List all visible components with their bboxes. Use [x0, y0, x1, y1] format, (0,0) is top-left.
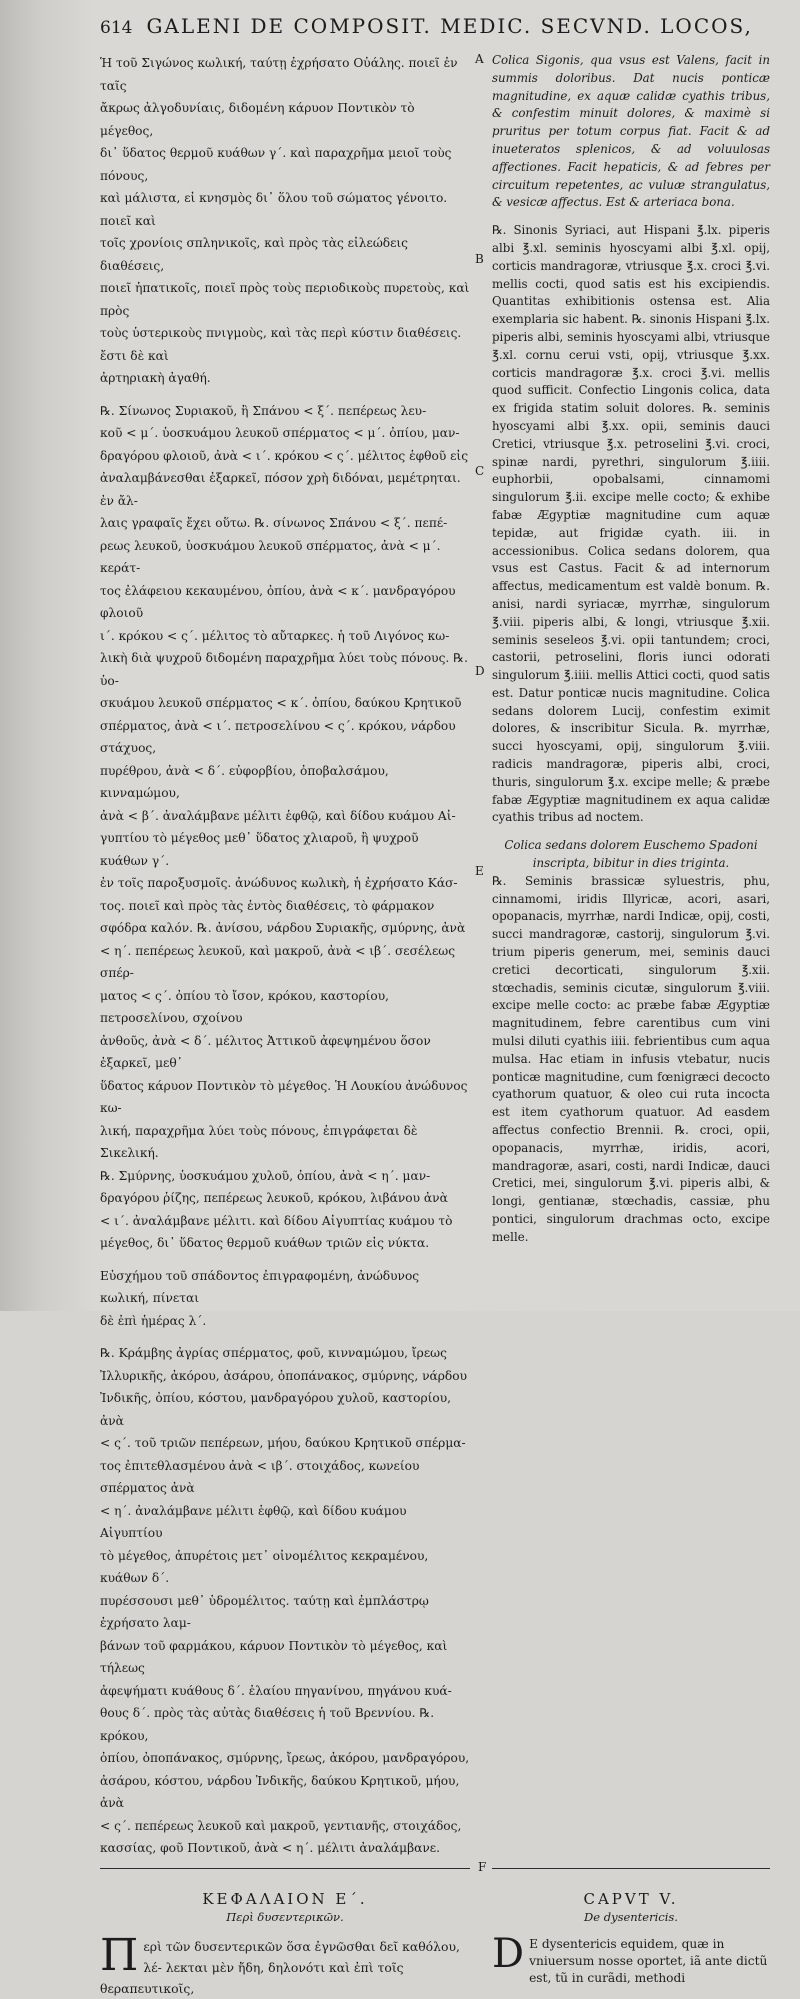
opening-text-latin: E dysentericis equidem, quæ in vniuersum nosse oportet, iã ante dictũ est, tũ in curãdi, methodi — [529, 1936, 768, 1985]
margin-letter-a: A — [475, 52, 484, 66]
dropcap-latin: D — [492, 1930, 525, 1977]
rule-left — [100, 1868, 470, 1869]
greek-line: ἀνὰ < β΄. ἀναλάμβανε μέλιτι ἑφθῷ, καὶ δίδου κυάμου Αἰ- — [100, 808, 456, 823]
running-title: GALENI DE COMPOSIT. MEDIC. SECVND. LOCOS, — [146, 14, 753, 38]
chapter-heading-latin — [470, 1890, 770, 1924]
greek-line: δραγόρου φλοιοῦ, ἀνὰ < ι΄. κρόκου < ς΄. μέλιτος ἑφθοῦ εἰς — [100, 448, 469, 463]
greek-line: ἀρτηριακὴ ἀγαθή. — [100, 371, 211, 385]
greek-line: λικὴ διὰ ψυχροῦ διδομένη παραχρῆμα λύει τοὺς πόνους. ℞. ὑο- — [100, 651, 468, 688]
line-spacer — [100, 1332, 470, 1342]
latin-recipe-title: Colica sedans dolorem Euschemo Spadoni inscripta, bibitur in dies triginta. — [504, 838, 758, 871]
chapter-opening — [100, 1929, 790, 1999]
margin-letter-b: B — [475, 252, 484, 266]
greek-line: ℞. Κράμβης ἀγρίας σπέρματος, φοῦ, κινναμώμου, ἴρεως — [100, 1346, 447, 1360]
rule-right — [492, 1868, 770, 1869]
opening-greek — [100, 1929, 470, 1999]
chapter-headings — [100, 1890, 790, 1924]
latin-paragraph: ℞. Sinonis Syriaci, aut Hispani ℥.lx. piperis albi ℥.xl. seminis hyoscyami albi ℥.xl. opij, corticis mandragoræ, vtriusque ℥.x. croci ℥.vi. mellis cocti, quod satis est his excipiendis. Quantitas exhibitionis ostensa est. Alia exemplaria sic habent. ℞. sinonis Hispani ℥.lx. piperis albi, seminis hyoscyami albi, vtriusque ℥.xl. cornu cerui vsti, opij, vtriusque ℥.xx. corticis mandragoræ ℥.x. croci ℥.vi. mellis quod sufficit. Confectio Lingonis colica, data ex frigida statim soluit dolores. ℞. seminis hyoscyami albi ℥.xx. opii, seminis dauci Cretici, vtriusque ℥.x. petroselini ℥.vi. croci, spinæ nardi, pyrethri, singulorum ℥.iiii. euphorbii, opobalsami, cinnamomi singulorum ℥.ii. excipe melle cocto; & exhibe fabæ Ægyptiæ magnitudine cum aquæ tepidæ, aut frigidæ cyath. iii. in accessionibus. Colica sedans dolorem, qua vsus est Castus. Facit & ad internorum affectus, medicamentum est valdè bonum. ℞. anisi, nardi syriacæ, myrrhæ, singulorum ℥.viii. piperis albi, & longi, vtriusque ℥.xii. seminis seseleos ℥.vi. opii tantundem; croci, castorii, petroselini, floris iunci odorati singulorum ℥.iiii. mellis Attici cocti, quod satis est. Datur ponticæ nucis magnitudine. Colica sedans dolorem Lucij, confestim eximit dolores, & inscribitur Sicula. ℞. myrrhæ, succi hyoscyami, opij, singulorum ℥.viii. radicis mandragoræ, piperis albi, croci, thuris, singulorum ℥.x. excipe melle; & præbe fabæ Ægyptiæ magnitudinem ex aqua calidæ cyathis tribus ad noctem. — [492, 223, 770, 825]
dropcap-greek: Π — [100, 1929, 139, 1981]
two-column-body — [100, 52, 790, 1860]
greek-line: ὀπίου, ὀποπάνακος, σμύρνης, ἴρεως, ἀκόρου, μανδραγόρου, — [100, 1751, 470, 1765]
greek-line: δι᾽ ὕδατος θερμοῦ κυάθων γ΄. καὶ παραχρῆμα μειοῖ τοὺς πόνους, — [100, 146, 452, 183]
greek-line: ℞. Σμύρνης, ὑοσκυάμου χυλοῦ, ὀπίου, ἀνὰ < η΄. μαν- — [100, 1168, 431, 1183]
greek-line: πυρέσσουσι μεθ᾽ ὑδρομέλιτος. ταύτῃ καὶ ἐμπλάστρῳ ἐχρήσατο λαμ- — [100, 1593, 429, 1630]
latin-heading-colica-sigonis: Colica Sigonis, qua vsus est Valens, facit in summis doloribus. Dat nucis ponticæ magnitudine, ex aquæ calidæ cyathis tribus, & confestim minuit dolores, & maximè si pruritus per totum corpus fiat. Facit & ad inueteratos splenicos, & ad voluulosas affectiones. Facit hepaticis, & ad febres per circuitum repetentes, ac vuluæ strangulatus, & vesicæ affectus. Est & arteriaca bona. — [492, 53, 770, 210]
greek-line: ματος < ς΄. ὀπίου τὸ ἴσον, κρόκου, καστορίου, πετροσελίνου, σχοίνου — [100, 988, 390, 1025]
line-spacer — [100, 1255, 470, 1265]
greek-line: λαις γραφαῖς ἔχει οὕτω. ℞. σίνωνος Σπάνου < ξ΄. πεπέ- — [100, 516, 448, 530]
greek-line: < ι΄. ἀναλάμβανε μέλιτι. καὶ δίδου Αἰγυπτίας κυάμου τὸ — [100, 1213, 453, 1228]
chapter-subtitle-greek: Περὶ δυσεντερικῶν. — [226, 1909, 344, 1924]
greek-line: ἀναλαμβάνεσθαι ἐξαρκεῖ, πόσον χρὴ διδόναι, μεμέτρηται. ἐν ἄλ- — [100, 471, 461, 508]
running-header — [100, 14, 790, 52]
latin-paragraph: ℞. Seminis brassicæ syluestris, phu, cinnamomi, iridis Illyricæ, acori, asari, opopanacis, myrrhæ, nardi Indicæ, opij, costi, succi mandragoræ, castorij, singulorum ℥.vi. trium piperis generum, mei, seminis dauci cretici decorticati, singulorum ℥.xii. stœchadis, seminis cicutæ, singulorum ℥.viii. excipe melle cocto: ac præbe fabæ Ægyptiæ magnitudinem, febre carentibus cum vini mulsi diluti cyathis iiii. febrientibus cum aqua mulsa. Hac etiam in infusis vtebatur, nucis ponticæ magnitudine, cum fœnigræci decocto cyathorum quatuor, & oleo cui ruta incocta est item cyathorum quatuor. Ad easdem affectus confectio Brennii. ℞. croci, opii, opopanacis, myrrhæ, iridis, acori, mandragoræ, asari, costi, nardi Indicæ, dauci Cretici, mei, singulorum ℥.vi. piperis albi, & longi, gentianæ, stœchadis, cassiæ, phu pontici, singulorum drachmas octo, excipe melle. — [492, 873, 770, 1244]
opening-latin — [492, 1930, 770, 1999]
greek-line: λική, παραχρῆμα λύει τοὺς πόνους, ἐπιγράφεται δὲ Σικελική. — [100, 1123, 418, 1160]
greek-line: < ς΄. πεπέρεως λευκοῦ καὶ μακροῦ, γεντιανῆς, στοιχάδος, — [100, 1818, 462, 1833]
opening-text-greek: ερὶ τῶν δυσεντερικῶν ὅσα ἐγνῶσθαι δεῖ καθόλου, λέ- λεκται μὲν ἤδη, δηλονότι καὶ ἐπὶ τοῖς θεραπευτικοῖς, — [100, 1938, 460, 1996]
greek-line: ἀνθοῦς, ἀνὰ < δ΄. μέλιτος Ἀττικοῦ ἀφεψημένου ὅσον ἐξαρκεῖ, μεθ᾽ — [100, 1033, 431, 1070]
margin-letter-c: C — [475, 464, 485, 478]
greek-line: < η΄. ἀναλάμβανε μέλιτι ἑφθῷ, καὶ δίδου κυάμου Αἰγυπτίου — [100, 1503, 407, 1540]
greek-line: τος ἐλάφειου κεκαυμένου, ὀπίου, ἀνὰ < κ΄. μανδραγόρου φλοιοῦ — [100, 583, 456, 620]
greek-line: τὸ μέγεθος, ἀπυρέτοις μετ᾽ οἰνομέλιτος κεκραμένου, κυάθων δ΄. — [100, 1548, 429, 1585]
greek-line: Εὐσχήμου τοῦ σπάδοντος ἐπιγραφομένη, ἀνώδυνος κωλική, πίνεται — [100, 1268, 420, 1305]
chapter-title-greek: ΚΕΦΑΛΑΙΟΝ Ε΄. — [202, 1889, 368, 1908]
margin-letters — [470, 52, 492, 1860]
greek-line: τοὺς ὑστερικοὺς πνιγμοὺς, καὶ τὰς περὶ κύστιν διαθέσεις. ἔστι δὲ καὶ — [100, 326, 462, 363]
greek-line: τος ἐπιτεθλασμένου ἀνὰ < ιβ΄. στοιχάδος, κωνείου σπέρματος ἀνὰ — [100, 1458, 420, 1495]
greek-line: τος. ποιεῖ καὶ πρὸς τὰς ἐντὸς διαθέσεις, τὸ φάρμακον — [100, 898, 435, 913]
chapter-subtitle-latin: De dysentericis. — [584, 1909, 678, 1924]
greek-line: βάνων τοῦ φαρμάκου, κάρυον Ποντικὸν τὸ μέγεθος, καὶ τήλεως — [100, 1638, 448, 1675]
greek-line: ἀφεψήματι κυάθους δ΄. ἐλαίου πηγανίνου, πηγάνου κυά- — [100, 1683, 452, 1698]
greek-line: καὶ μάλιστα, εἰ κνησμὸς δι᾽ ὅλου τοῦ σώματος γένοιτο. ποιεῖ καὶ — [100, 191, 448, 228]
margin-letter-e: E — [475, 864, 484, 878]
greek-line: κασσίας, φοῦ Ποντικοῦ, ἀνὰ < η΄. μέλιτι ἀναλάμβανε. — [100, 1841, 440, 1855]
greek-line: ἐν τοῖς παροξυσμοῖς. ἀνώδυνος κωλικὴ, ἡ ἐχρήσατο Κάσ- — [100, 876, 458, 890]
greek-line: σφόδρα καλόν. ℞. ἀνίσου, νάρδου Συριακῆς, σμύρνης, ἀνὰ — [100, 921, 466, 935]
greek-line: ἄκρως ἀλγοδυνίαις, διδομένη κάρυον Ποντικὸν τὸ μέγεθος, — [100, 101, 415, 138]
greek-line: ἀσάρου, κόστου, νάρδου Ἰνδικῆς, δαύκου Κρητικοῦ, μήου, ἀνὰ — [100, 1773, 460, 1810]
greek-line: κοῦ < μ΄. ὑοσκυάμου λευκοῦ σπέρματος < μ΄. ὀπίου, μαν- — [100, 426, 460, 440]
greek-line: δὲ ἐπὶ ἡμέρας λ΄. — [100, 1313, 207, 1328]
greek-line: Ἡ τοῦ Σιγώνος κωλική, ταύτῃ ἐχρήσατο Οὐάλης. ποιεῖ ἐν ταῖς — [100, 56, 458, 93]
greek-line: ρεως λευκοῦ, ὑοσκυάμου λευκοῦ σπέρματος, ἀνὰ < μ΄. κεράτ- — [100, 538, 441, 575]
greek-line: σπέρματος, ἀνὰ < ι΄. πετροσελίνου < ς΄. κρόκου, νάρδου στάχυος, — [100, 718, 456, 755]
latin-column — [492, 52, 770, 1860]
greek-line: μέγεθος, δι᾽ ὕδατος θερμοῦ κυάθων τριῶν εἰς νύκτα. — [100, 1236, 430, 1250]
greek-line: πυρέθρου, ἀνὰ < δ΄. εὐφορβίου, ὀποβαλσάμου, κινναμώμου, — [100, 763, 389, 800]
chapter-title-latin: CAPVT V. — [583, 1889, 679, 1908]
section-divider — [100, 1860, 790, 1886]
greek-line: < η΄. πεπέρεως λευκοῦ, καὶ μακροῦ, ἀνὰ < ιβ΄. σεσέλεως σπέρ- — [100, 943, 456, 980]
greek-line: ℞. Σίνωνος Συριακοῦ, ἢ Σπάνου < ξ΄. πεπέρεως λευ- — [100, 403, 427, 418]
margin-letter-d: D — [475, 664, 485, 678]
greek-line: ι΄. κρόκου < ς΄. μέλιτος τὸ αὔταρκες. ἡ τοῦ Λιγόνος κω- — [100, 628, 450, 643]
page-number: 614 — [100, 18, 133, 38]
chapter-heading-greek — [100, 1890, 470, 1924]
greek-line: δραγόρου ῥίζης, πεπέρεως λευκοῦ, κρόκου, λιβάνου ἀνὰ — [100, 1191, 448, 1205]
greek-line: τοῖς χρονίοις σπληνικοῖς, καὶ πρὸς τὰς εἰλεώδεις διαθέσεις, — [100, 236, 409, 273]
margin-letter-f: F — [478, 1859, 487, 1874]
greek-line: < ς΄. τοῦ τριῶν πεπέρεων, μήου, δαύκου Κρητικοῦ σπέρμα- — [100, 1436, 466, 1450]
greek-line: γυπτίου τὸ μέγεθος μεθ᾽ ὕδατος χλιαροῦ, ἢ ψυχροῦ κυάθων γ΄. — [100, 831, 419, 868]
greek-line: σκυάμου λευκοῦ σπέρματος < κ΄. ὀπίου, δαύκου Κρητικοῦ — [100, 696, 462, 710]
greek-line: θους δ΄. πρὸς τὰς αὐτὰς διαθέσεις ἡ τοῦ Βρεννίου. ℞. κρόκου, — [100, 1706, 435, 1743]
greek-line: Ἰλλυρικῆς, ἀκόρου, ἀσάρου, ὀποπάνακος, σμύρνης, νάρδου — [100, 1368, 468, 1383]
greek-line: Ἰνδικῆς, ὀπίου, κόστου, μανδραγόρου χυλοῦ, καστορίου, ἀνὰ — [100, 1391, 452, 1428]
greek-line: ὕδατος κάρυον Ποντικὸν τὸ μέγεθος. Ἡ Λουκίου ἀνώδυνος κω- — [100, 1078, 468, 1115]
line-spacer — [100, 390, 470, 400]
greek-line: ποιεῖ ἡπατικοῖς, ποιεῖ πρὸς τοὺς περιοδικοὺς πυρετοὺς, καὶ πρὸς — [100, 281, 470, 318]
greek-column — [100, 52, 470, 1860]
